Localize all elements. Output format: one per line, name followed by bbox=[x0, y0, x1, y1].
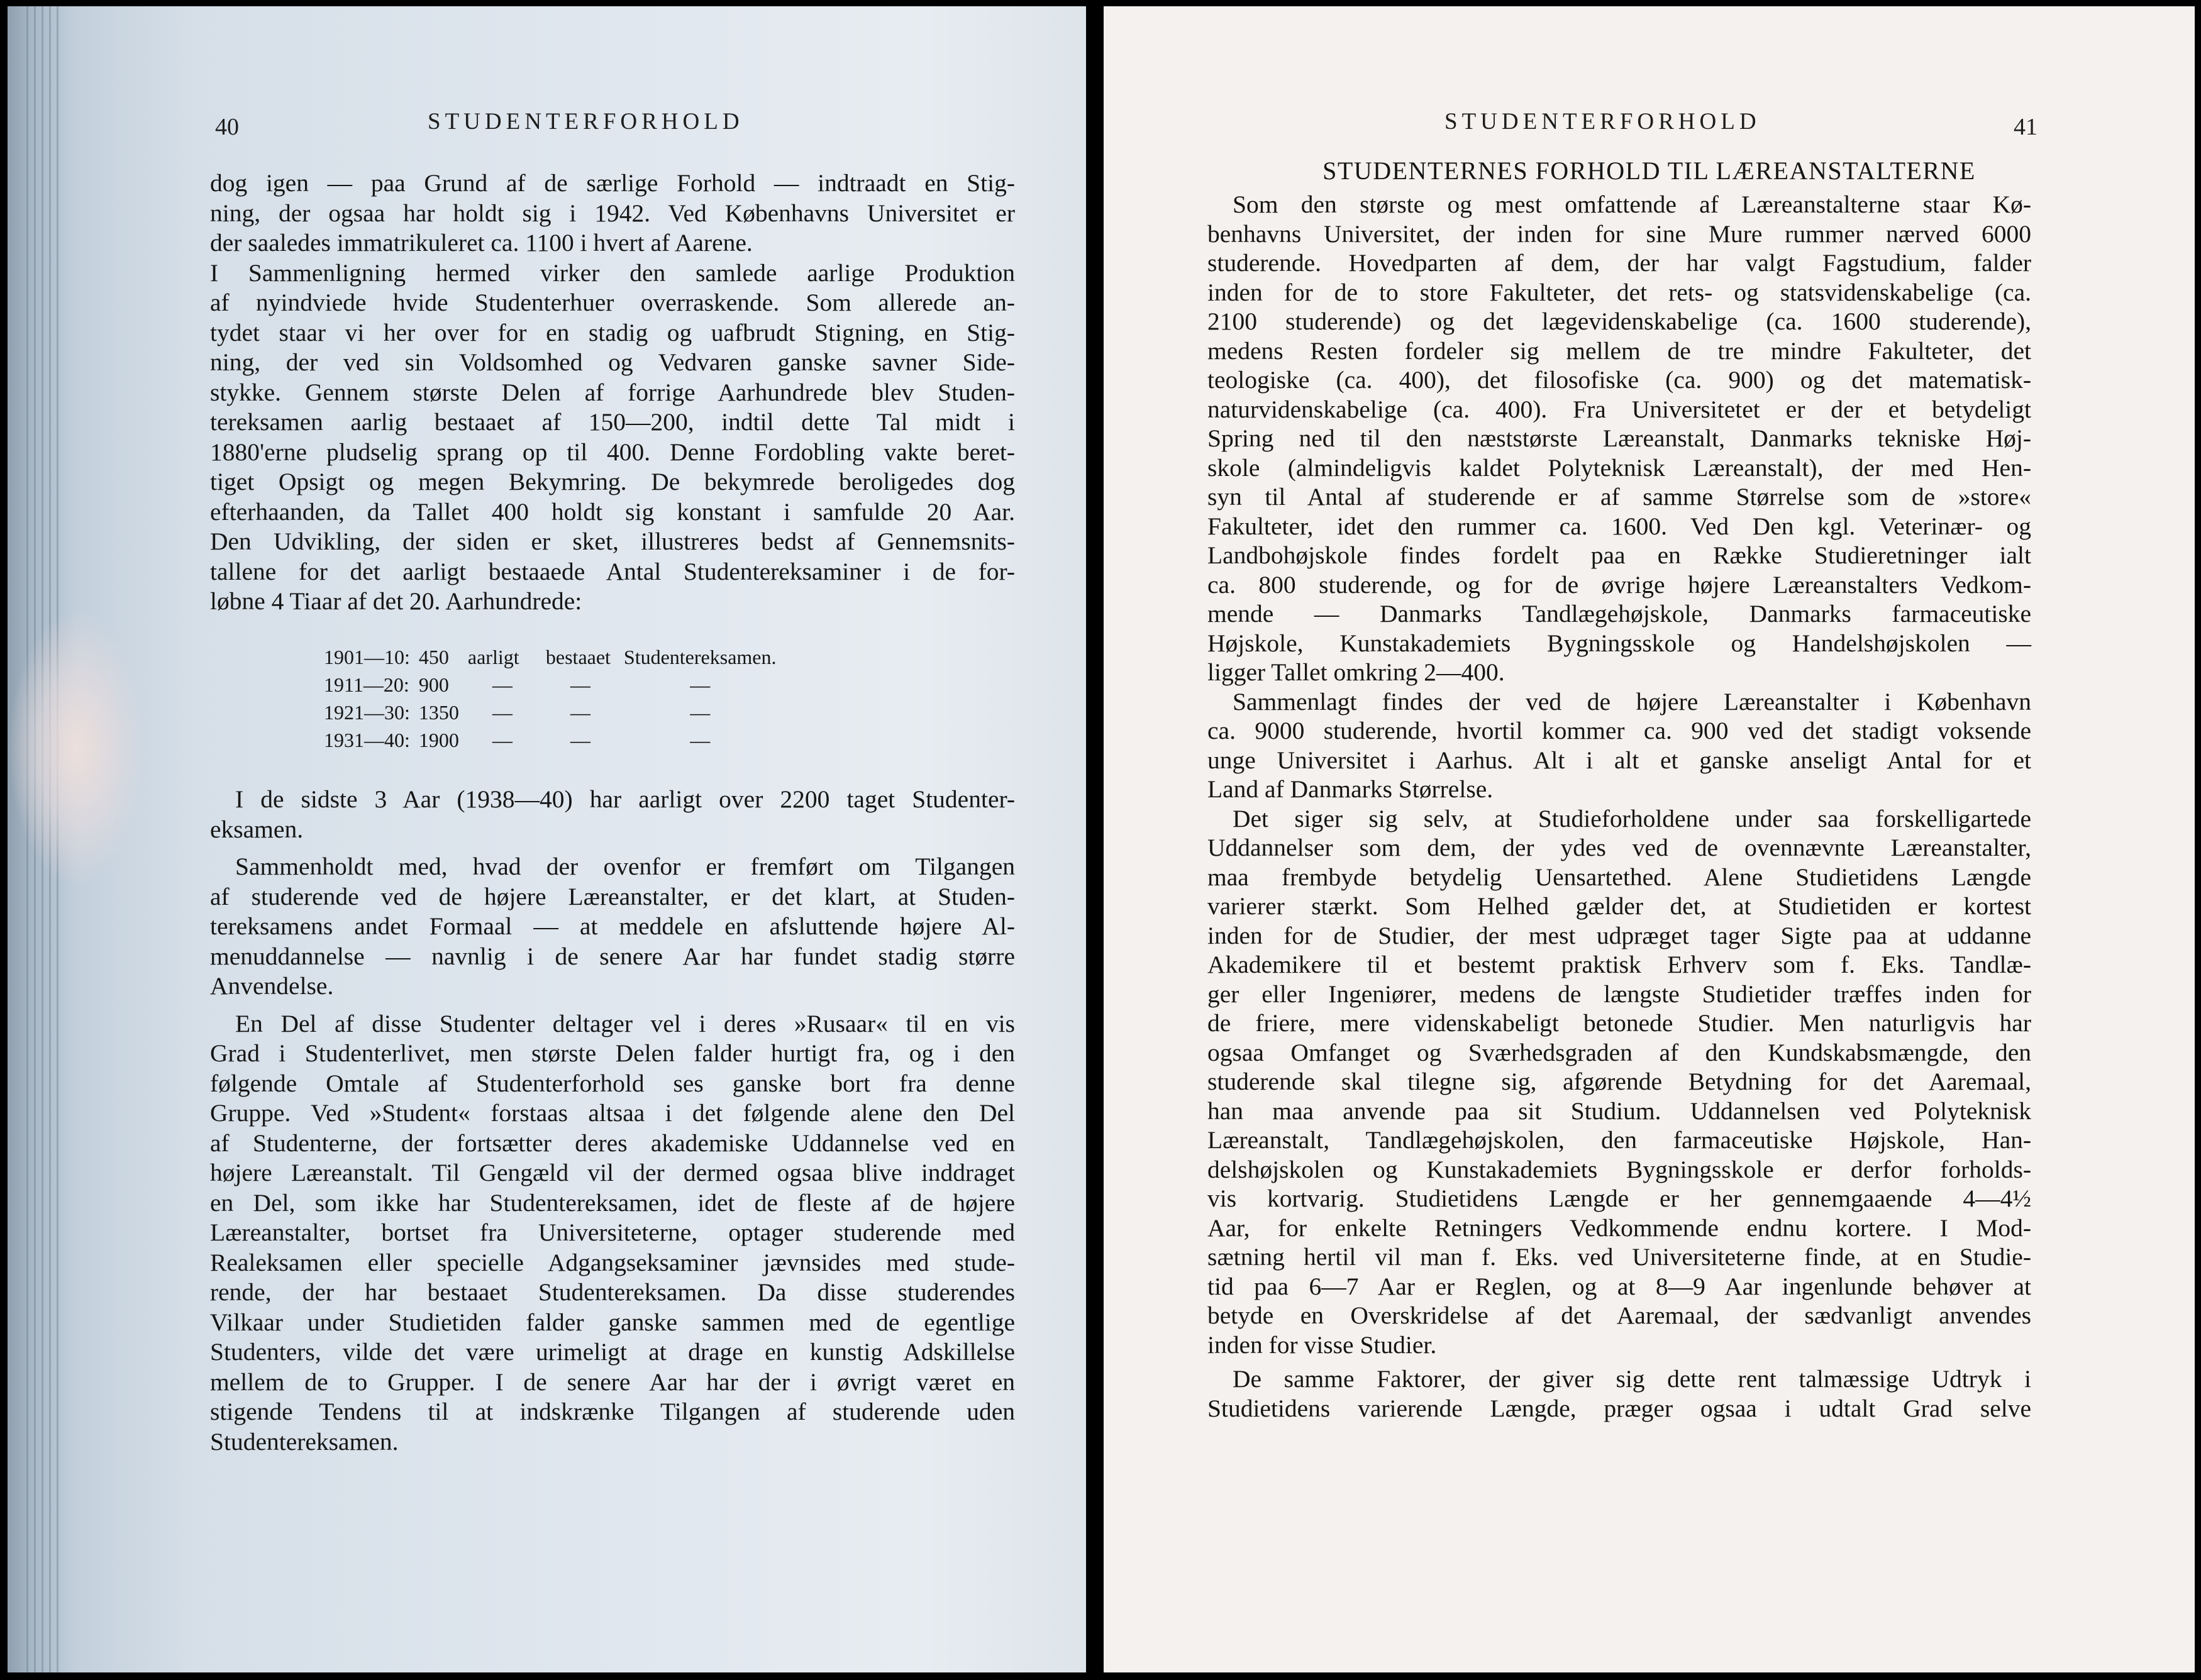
text-line: Grad i Studenterlivet, men største Delen falder hurtigt fra, og i den bbox=[210, 1039, 1015, 1067]
period-cell: 1931—40: bbox=[324, 728, 410, 751]
text-line: Højskole, Kunstakademiets Bygningsskole og Handelshøjskolen — bbox=[1207, 629, 2031, 657]
text-line: ger eller Ingeniører, medens de længste Studietider træffes inden for bbox=[1207, 980, 2031, 1008]
text-line: menuddannelse — navnlig i de senere Aar har fundet stadig større bbox=[210, 942, 1015, 970]
text-line: I de sidste 3 Aar (1938—40) har aarligt over 2200 taget Studenter- bbox=[235, 785, 1015, 813]
text-line: tid paa 6—7 Aar er Reglen, og at 8—9 Aar ingenlunde behøver at bbox=[1207, 1272, 2031, 1300]
body-text-bottom bbox=[210, 785, 1015, 1457]
paragraph bbox=[1207, 1364, 2031, 1423]
text-line: inden for de Studier, der mest udpræget tager Sigte paa at uddanne bbox=[1207, 921, 2031, 949]
text-cell: aarligt bbox=[467, 645, 519, 668]
text-line: han maa anvende paa sit Studium. Uddannelsen ved Polyteknisk bbox=[1207, 1097, 2031, 1125]
text-line: Studietidens varierende Længde, præger ogsaa i udtalt Grad selve bbox=[1207, 1394, 2031, 1422]
left-page bbox=[8, 6, 1086, 1672]
ditto-cell: — bbox=[570, 673, 590, 696]
text-line: Læreanstalter, bortset fra Universiteterne, optager studerende med bbox=[210, 1219, 1015, 1246]
text-line: syn til Antal af studerende er af samme Størrelse som de »store« bbox=[1207, 483, 2031, 511]
text-line: sætning hertil vil man f. Eks. ved Universiteterne finde, at en Studie- bbox=[1207, 1243, 2031, 1271]
paragraph bbox=[210, 785, 1015, 844]
text-line: stykke. Gennem største Delen af forrige Aarhundrede blev Studen- bbox=[210, 378, 1015, 406]
text-line: Den Udvikling, der siden er sket, illustreres bedst af Gennemsnits- bbox=[210, 528, 1015, 555]
text-line: Sammenholdt med, hvad der ovenfor er fremført om Tilgangen bbox=[235, 853, 1015, 880]
ditto-cell: — bbox=[570, 728, 590, 751]
text-line: tallene for det aarligt bestaaede Antal Studentereksaminer i de for- bbox=[210, 557, 1015, 585]
ditto-cell: — bbox=[690, 700, 711, 724]
text-line: betyde en Overskridelse af det Aaremaal, der sædvanligt anvendes bbox=[1207, 1301, 2031, 1329]
running-head: STUDENTERFORHOLD bbox=[428, 109, 744, 135]
text-line: I Sammenligning hermed virker den samlede aarlige Produktion bbox=[210, 258, 1015, 287]
body-text bbox=[1207, 190, 2031, 1423]
text-line: rende, der har bestaaet Studentereksamen. Da disse studerendes bbox=[210, 1278, 1015, 1306]
value-cell: 900 bbox=[418, 673, 449, 696]
text-line: Som den største og mest omfattende af Læreanstalterne staar Kø- bbox=[1233, 191, 2031, 218]
text-line: dog igen — paa Grund af de særlige Forhold — indtraadt en Stig- bbox=[210, 169, 1015, 197]
text-line: Landbohøjskole findes fordelt paa en Række Studieretninger ialt bbox=[1207, 541, 2031, 569]
text-line: ligger Tallet omkring 2—400. bbox=[1207, 658, 1505, 686]
text-line: løbne 4 Tiaar af det 20. Aarhundrede: bbox=[210, 587, 582, 615]
text-line: varierer stærkt. Som Helhed gælder det, at Studietiden er kortest bbox=[1207, 892, 2031, 920]
text-line: Fakulteter, idet den rummer ca. 1600. Ved Den kgl. Veterinær- og bbox=[1207, 512, 2031, 540]
text-line: stigende Tendens til at indskrænke Tilgangen af studerende uden bbox=[210, 1398, 1015, 1425]
text-line: højere Læreanstalt. Til Gengæld vil der dermed ogsaa blive inddraget bbox=[210, 1159, 1015, 1186]
ditto-cell: — bbox=[492, 700, 513, 724]
text-line: tiget Opsigt og megen Bekymring. De bekymrede beroligedes dog bbox=[210, 468, 1015, 495]
text-line: Realeksamen eller specielle Adgangseksaminer jævnsides med stude- bbox=[210, 1248, 1015, 1276]
paragraph bbox=[210, 258, 1015, 617]
text-line: benhavns Universitet, der inden for sine Mure rummer nærved 6000 bbox=[1207, 219, 2031, 248]
text-line: tereksamen aarlig bestaaet af 150—200, indtil dette Tal midt i bbox=[210, 408, 1015, 436]
text-line: der saaledes immatrikuleret ca. 1100 i hvert af Aarene. bbox=[210, 229, 753, 257]
discoloration-stain bbox=[8, 610, 146, 887]
text-cell: bestaaet bbox=[545, 645, 611, 668]
text-line: Vilkaar under Studietiden falder ganske sammen med de egentlige bbox=[210, 1308, 1015, 1336]
text-line: ca. 800 studerende, og for de øvrige højere Læreanstalters Vedkom- bbox=[1207, 570, 2031, 599]
paragraph bbox=[210, 169, 1015, 258]
text-line: af nyindviede hvide Studenterhuer overraskende. Som allerede an- bbox=[210, 289, 1015, 316]
ditto-cell: — bbox=[690, 673, 711, 696]
text-line: mende — Danmarks Tandlægehøjskole, Danmarks farmaceutiske bbox=[1207, 600, 2031, 627]
table-row bbox=[324, 726, 785, 754]
text-line: af Studenterne, der fortsætter deres akademiske Uddannelse ved en bbox=[210, 1129, 1015, 1157]
text-line: Anvendelse. bbox=[210, 972, 334, 1000]
text-line: Land af Danmarks Størrelse. bbox=[1207, 775, 1494, 803]
paragraph bbox=[1207, 190, 2031, 687]
text-line: teologiske (ca. 400), det filosofiske (ca. 900) og det matematisk- bbox=[1207, 366, 2031, 394]
section-title: STUDENTERNES FORHOLD TIL LÆREANSTALTERNE bbox=[1322, 157, 1976, 185]
text-line: ca. 9000 studerende, hvortil kommer ca. 900 ved det stadigt voksende bbox=[1207, 717, 2031, 744]
ditto-cell: — bbox=[492, 673, 513, 696]
value-cell: 1900 bbox=[418, 728, 459, 751]
ditto-cell: — bbox=[570, 700, 590, 724]
text-line: eksamen. bbox=[210, 815, 304, 843]
text-line: Det siger sig selv, at Studieforholdene under saa forskelligartede bbox=[1233, 804, 2031, 832]
text-line: Uddannelser som dem, der ydes ved de ovennævnte Læreanstalter, bbox=[1207, 834, 2031, 861]
text-line: vis kortvarig. Studietidens Længde er her gennemgaaende 4—4½ bbox=[1207, 1185, 2031, 1212]
text-line: følgende Omtale af Studenterforhold ses ganske bort fra denne bbox=[210, 1069, 1015, 1097]
text-line: Akademikere til et bestemt praktisk Erhverv som f. Eks. Tandlæ- bbox=[1207, 951, 2031, 978]
text-line: Studentereksamen. bbox=[210, 1427, 399, 1456]
paragraph bbox=[210, 852, 1015, 1002]
table-row bbox=[324, 643, 785, 671]
ditto-cell: — bbox=[492, 728, 513, 751]
text-line: ogsaa Omfanget og Sværhedsgraden af den Kundskabsmængde, den bbox=[1207, 1038, 2031, 1066]
text-line: mellem de to Grupper. I de senere Aar har der i øvrigt været en bbox=[210, 1368, 1015, 1396]
paragraph bbox=[1207, 687, 2031, 804]
running-head: STUDENTERFORHOLD bbox=[1444, 109, 1761, 135]
period-cell: 1921—30: bbox=[324, 700, 410, 724]
text-line: Studenters, vilde det være urimeligt at drage en kunstig Adskillelse bbox=[210, 1338, 1015, 1366]
text-line: ning, der ved sin Voldsomhed og Vedvaren ganske savner Side- bbox=[210, 348, 1015, 376]
text-line: de friere, mere videnskabeligt betonede Studier. Men naturligvis har bbox=[1207, 1009, 2031, 1037]
period-cell: 1911—20: bbox=[324, 673, 409, 696]
value-cell: 450 bbox=[418, 645, 449, 668]
text-line: 2100 studerende) og det lægevidenskabelige (ca. 1600 studerende), bbox=[1207, 307, 2031, 335]
text-line: tydet staar vi her over for en stadig og uafbrudt Stigning, en Stig- bbox=[210, 318, 1015, 346]
text-line: 1880'erne pludselig sprang op til 400. Denne Fordobling vakte beret- bbox=[210, 438, 1015, 466]
text-line: maa frembyde betydelig Uensartethed. Alene Studietidens Længde bbox=[1207, 863, 2031, 891]
statistics-table bbox=[324, 643, 785, 754]
page-number: 41 bbox=[2014, 114, 2037, 140]
text-line: Gruppe. Ved »Student« forstaas altsaa i det følgende alene den Del bbox=[210, 1099, 1015, 1127]
text-cell: Studentereksamen. bbox=[623, 645, 777, 668]
text-line: en Del, som ikke har Studentereksamen, idet de fleste af de højere bbox=[210, 1188, 1015, 1217]
paragraph bbox=[1207, 804, 2031, 1360]
text-line: medens Resten fordeler sig mellem de tre mindre Fakulteter, det bbox=[1207, 336, 2031, 365]
right-page bbox=[1104, 6, 2195, 1672]
text-line: ning, der ogsaa har holdt sig i 1942. Ved Københavns Universitet er bbox=[210, 199, 1015, 227]
text-line: efterhaanden, da Tallet 400 holdt sig konstant i samfulde 20 Aar. bbox=[210, 497, 1015, 526]
text-line: unge Universitet i Aarhus. Alt i alt et ganske anseligt Antal for et bbox=[1207, 746, 2031, 774]
paragraph bbox=[210, 1009, 1015, 1457]
text-line: En Del af disse Studenter deltager vel i deres »Rusaar« til en vis bbox=[235, 1009, 1015, 1037]
text-line: Læreanstalt, Tandlægehøjskolen, den farmaceutiske Højskole, Han- bbox=[1207, 1126, 2031, 1154]
text-line: skole (almindeligvis kaldet Polyteknisk Læreanstalt), der med Hen- bbox=[1207, 453, 2031, 482]
text-line: naturvidenskabelige (ca. 400). Fra Universitetet er der et betydeligt bbox=[1207, 395, 2031, 423]
text-line: tereksamens andet Formaal — at meddele en afsluttende højere Al- bbox=[210, 912, 1015, 940]
text-line: Sammenlagt findes der ved de højere Læreanstalter i København bbox=[1233, 687, 2031, 716]
body-text-top bbox=[210, 169, 1015, 617]
text-line: af studerende ved de højere Læreanstalter, er det klart, at Studen- bbox=[210, 882, 1015, 910]
text-line: studerende skal tilegne sig, afgørende Betydning for det Aaremaal, bbox=[1207, 1068, 2031, 1095]
table-row bbox=[324, 699, 785, 726]
text-line: Aar, for enkelte Retningers Vedkommende endnu kortere. I Mod- bbox=[1207, 1213, 2031, 1242]
period-cell: 1901—10: bbox=[324, 645, 410, 668]
text-line: De samme Faktorer, der giver sig dette rent talmæssige Udtryk i bbox=[1233, 1365, 2031, 1393]
table-row bbox=[324, 671, 785, 699]
text-line: inden for visse Studier. bbox=[1207, 1330, 1437, 1359]
value-cell: 1350 bbox=[418, 700, 459, 724]
text-line: Spring ned til den næststørste Læreanstalt, Danmarks tekniske Høj- bbox=[1207, 424, 2031, 452]
text-line: inden for de to store Fakulteter, det rets- og statsvidenskabelige (ca. bbox=[1207, 278, 2031, 306]
ditto-cell: — bbox=[690, 728, 711, 751]
text-line: delshøjskolen og Kunstakademiets Bygningsskole er derfor forholds- bbox=[1207, 1155, 2031, 1183]
page-number: 40 bbox=[215, 114, 239, 140]
text-line: studerende. Hovedparten af dem, der har valgt Fagstudium, falder bbox=[1207, 249, 2031, 277]
